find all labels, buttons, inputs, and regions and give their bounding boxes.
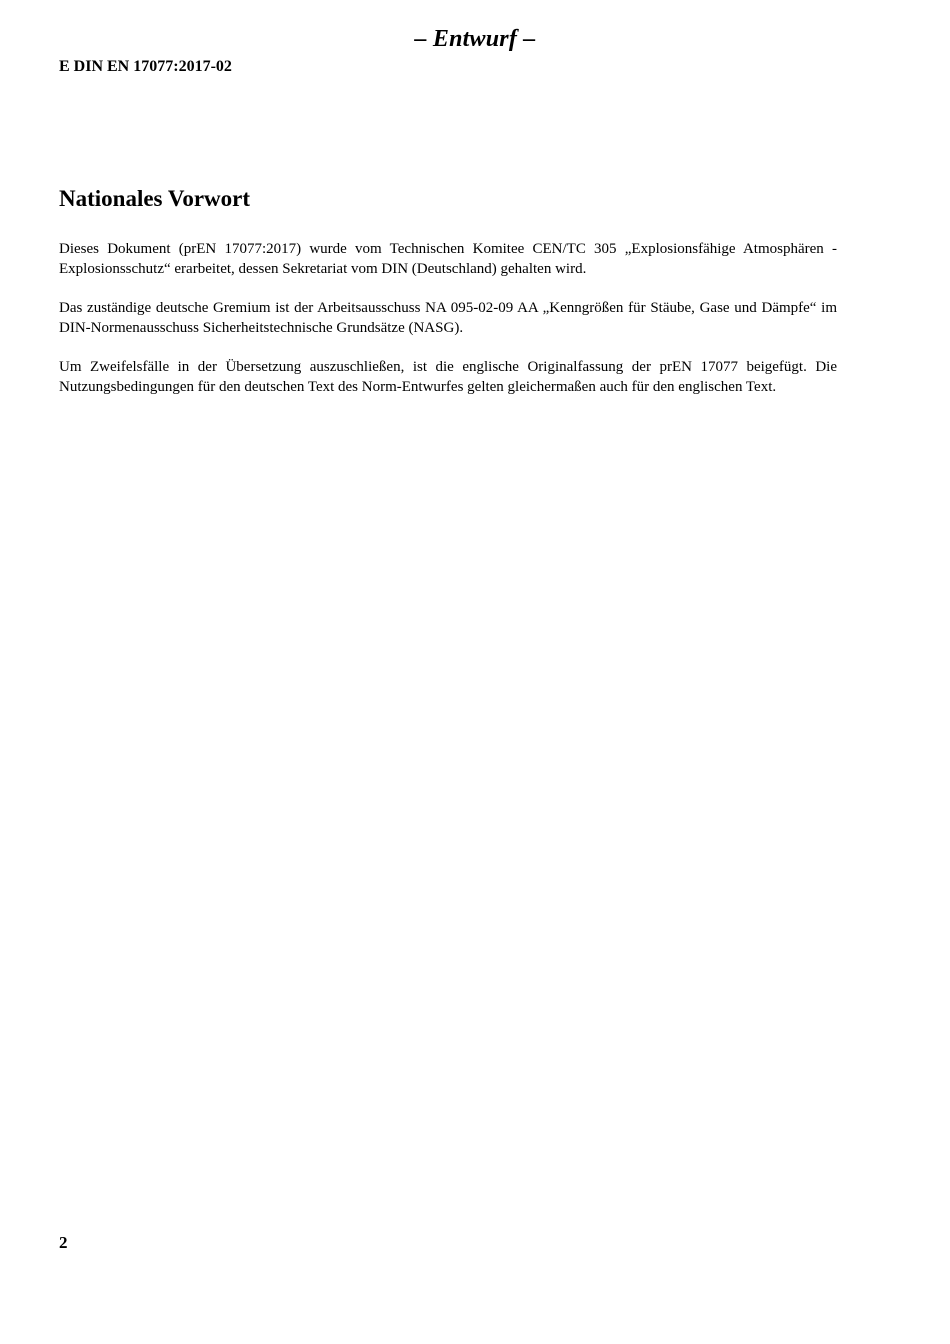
page-number: 2 (59, 1233, 68, 1252)
draft-watermark-title: – Entwurf – (414, 26, 536, 52)
document-identifier: E DIN EN 17077:2017-02 (59, 58, 232, 75)
foreword-body (59, 239, 837, 416)
paragraph-committee: Dieses Dokument (prEN 17077:2017) wurde vom Technischen Komitee CEN/TC 305 „Explosionsfähige Atmosphären - Explosionsschutz“ erarbeitet, dessen Sekretariat vom DIN (Deutschland) gehalten wird. (59, 241, 837, 277)
paragraph-responsible-body: Das zuständige deutsche Gremium ist der Arbeitsausschuss NA 095-02-09 AA „Kenngrößen für Stäube, Gase und Dämpfe“ im DIN-Normenausschuss Sicherheitstechnische Grundsätze (NASG). (59, 300, 837, 336)
section-heading: Nationales Vorwort (59, 186, 251, 211)
paragraph-translation-note: Um Zweifelsfälle in der Übersetzung auszuschließen, ist die englische Originalfassung der prEN 17077 beigefügt. Die Nutzungsbedingungen für den deutschen Text des Norm-Entwurfes gelten gleichermaßen auch für den englischen Text. (59, 359, 837, 395)
